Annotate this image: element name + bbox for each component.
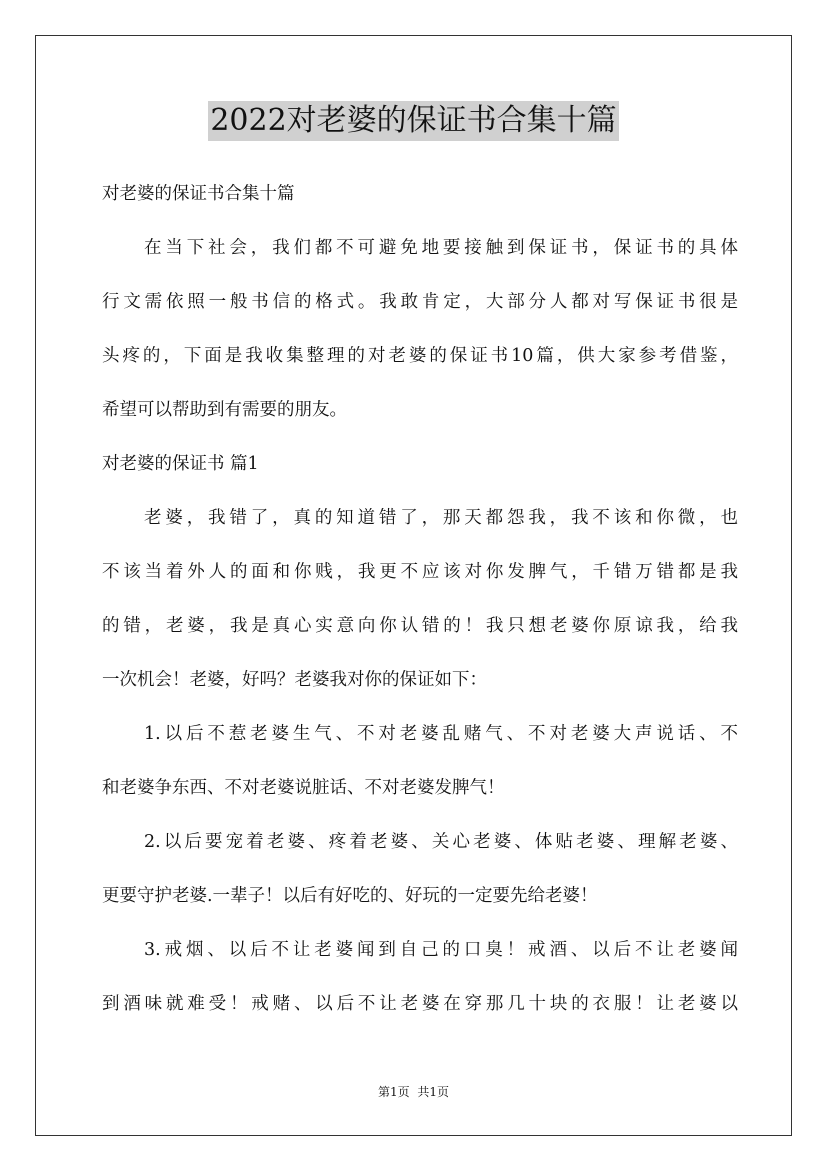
page-footer (0, 1084, 827, 1100)
subtitle-line: 对老婆的保证书合集十篇 (102, 184, 295, 204)
list-item-line: 2.以后要宠着老婆、疼着老婆、关心老婆、体贴老婆、理解老婆、 (144, 832, 738, 852)
list-item-line: 3.戒烟、以后不让老婆闻到自己的口臭！戒酒、以后不让老婆闻 (144, 940, 738, 960)
list-item-line: 和老婆争东西、不对老婆说脏话、不对老婆发脾气！ (102, 778, 505, 798)
paragraph-line: 行文需依照一般书信的格式。我敢肯定，大部分人都对写保证书很是 (102, 292, 738, 312)
paragraph-line: 的错，老婆，我是真心实意向你认错的！我只想老婆你原谅我，给我 (102, 616, 738, 636)
paragraph-line: 不该当着外人的面和你贱，我更不应该对你发脾气，千错万错都是我 (102, 562, 738, 582)
section-heading: 对老婆的保证书 篇1 (102, 454, 259, 474)
page-number: 第1页 (378, 1085, 410, 1099)
list-item-line: 更要守护老婆.一辈子！以后有好吃的、好玩的一定要先给老婆！ (102, 886, 598, 906)
paragraph-line: 头疼的，下面是我收集整理的对老婆的保证书10篇，供大家参考借鉴， (102, 346, 738, 366)
list-item-line: 1.以后不惹老婆生气、不对老婆乱赌气、不对老婆大声说话、不 (144, 724, 738, 744)
document-title: 2022对老婆的保证书合集十篇 (208, 101, 618, 141)
page-total: 共1页 (417, 1085, 449, 1099)
title-container (0, 101, 827, 141)
paragraph-line: 希望可以帮助到有需要的朋友。 (102, 400, 347, 420)
paragraph-line: 在当下社会，我们都不可避免地要接触到保证书，保证书的具体 (144, 238, 738, 258)
paragraph-line: 一次机会！老婆，好吗？老婆我对你的保证如下： (102, 670, 487, 690)
list-item-line: 到酒味就难受！戒赌、以后不让老婆在穿那几十块的衣服！让老婆以 (102, 994, 738, 1014)
paragraph-line: 老婆，我错了，真的知道错了，那天都怨我，我不该和你微，也 (144, 508, 738, 528)
